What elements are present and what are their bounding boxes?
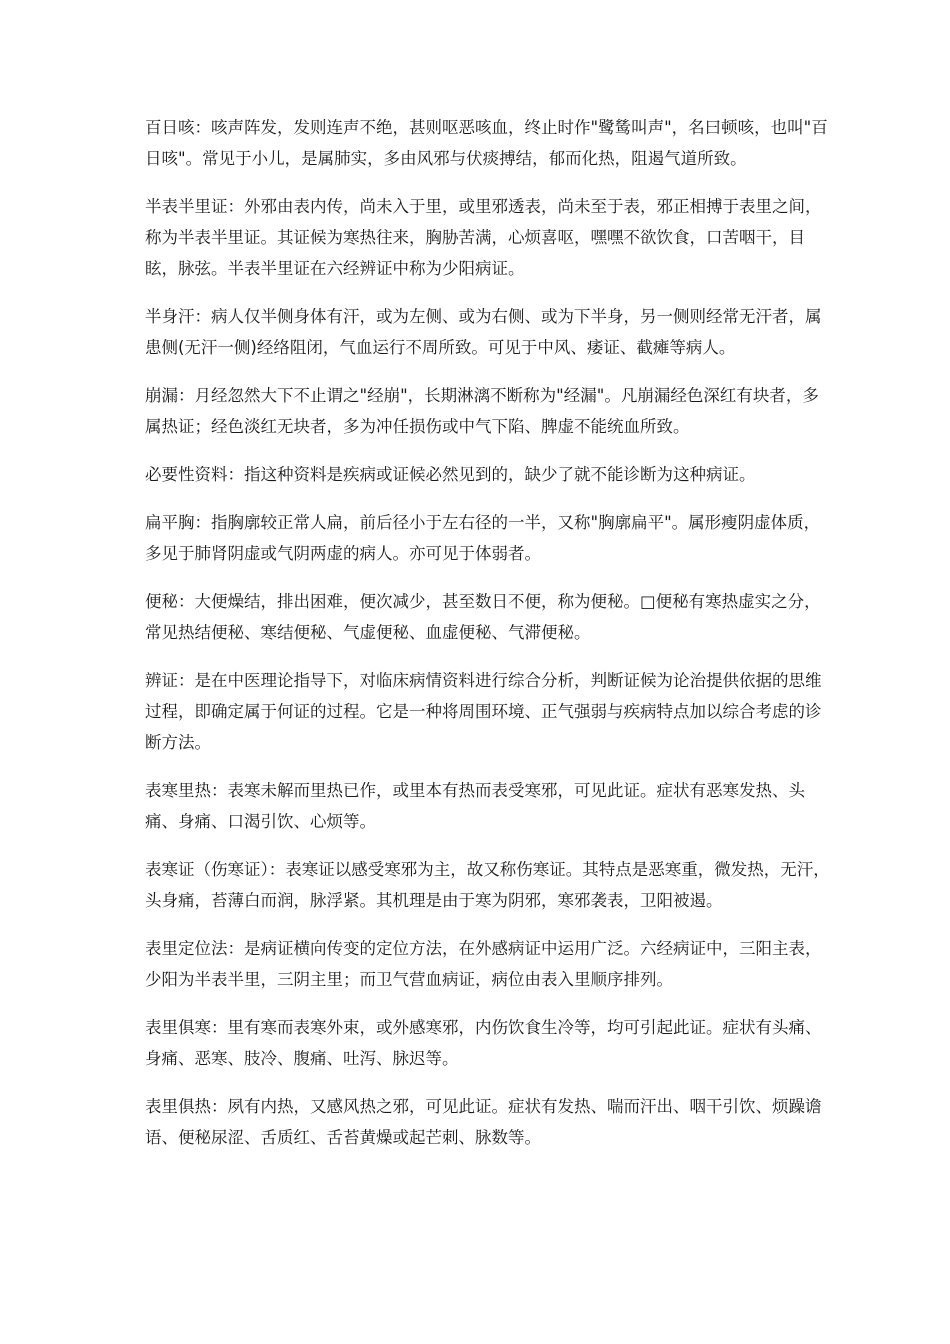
entry-benglou: 崩漏：月经忽然大下不止谓之"经崩"，长期淋漓不断称为"经漏"。凡崩漏经色深红有块者，多属热证；经色淡红无块者，多为冲任损伤或中气下陷、脾虚不能统血所致。 bbox=[145, 386, 819, 436]
entry-biaolijuhan: 表里俱寒：里有寒而表寒外束，或外感寒邪，内伤饮食生冷等，均可引起此证。症状有头痛、身痛、恶寒、肢冷、腹痛、吐泻、脉迟等。 bbox=[145, 1018, 822, 1068]
entry-biaolijure: 表里俱热：夙有内热，又感风热之邪，可见此证。症状有发热、喘而汗出、咽干引饮、烦躁谵语、便秘尿涩、舌质红、舌苔黄燥或起芒刺、脉数等。 bbox=[145, 1097, 822, 1147]
entry-bianmi: 便秘：大便燥结，排出困难，便次减少，甚至数日不便，称为便秘。□便秘有寒热虚实之分，常见热结便秘、寒结便秘、气虚便秘、血虚便秘、气滞便秘。 bbox=[145, 592, 821, 642]
entry-banbiaobanlizheng: 半表半里证：外邪由表内传，尚未入于里，或里邪透表，尚未至于表，邪正相搏于表里之间，称为半表半里证。其证候为寒热往来，胸胁苦满，心烦喜呕，嘿嘿不欲饮食，口苦咽干，目眩，脉弦。半表半里证在六经辨证中称为少阳病证。 bbox=[145, 197, 822, 278]
entry-biaohanlire: 表寒里热：表寒未解而里热已作，或里本有热而表受寒邪，可见此证。症状有恶寒发热、头痛、身痛、口渴引饮、心烦等。 bbox=[145, 781, 805, 831]
entry-banshenhan: 半身汗：病人仅半侧身体有汗，或为左侧、或为右侧、或为下半身，另一侧则经常无汗者，属患侧(无汗一侧)经络阻闭，气血运行不周所致。可见于中风、痿证、截瘫等病人。 bbox=[145, 307, 822, 357]
entry-bianpingxiong: 扁平胸：指胸廓较正常人扁，前后径小于左右径的一半，又称"胸廓扁平"。属形瘦阴虚体质，多见于肺肾阴虚或气阴两虚的病人。亦可见于体弱者。 bbox=[145, 513, 821, 563]
entry-bairike: 百日咳：咳声阵发，发则连声不绝，甚则呕恶咳血，终止时作"鹭鸶叫声"，名曰顿咳，也叫"百日咳"。常见于小儿，是属肺实，多由风邪与伏痰搏结，郁而化热，阻遏气道所致。 bbox=[145, 118, 828, 168]
document-body bbox=[145, 112, 830, 1170]
entry-biaohanzheng: 表寒证（伤寒证）：表寒证以感受寒邪为主，故又称伤寒证。其特点是恶寒重，微发热，无汗，头身痛，苔薄白而润，脉浮紧。其机理是由于寒为阴邪，寒邪袭表，卫阳被遏。 bbox=[145, 860, 830, 910]
entry-biaolidingweifa: 表里定位法：是病证横向传变的定位方法，在外感病证中运用广泛。六经病证中，三阳主表，少阳为半表半里，三阴主里；而卫气营血病证，病位由表入里顺序排列。 bbox=[145, 939, 822, 989]
entry-biyaoxingziliao: 必要性资料：指这种资料是疾病或证候必然见到的，缺少了就不能诊断为这种病证。 bbox=[145, 465, 756, 484]
entry-bianzheng: 辨证：是在中医理论指导下，对临床病情资料进行综合分析，判断证候为论治提供依据的思维过程，即确定属于何证的过程。它是一种将周围环境、正气强弱与疾病特点加以综合考虑的诊断方法。 bbox=[145, 671, 822, 752]
